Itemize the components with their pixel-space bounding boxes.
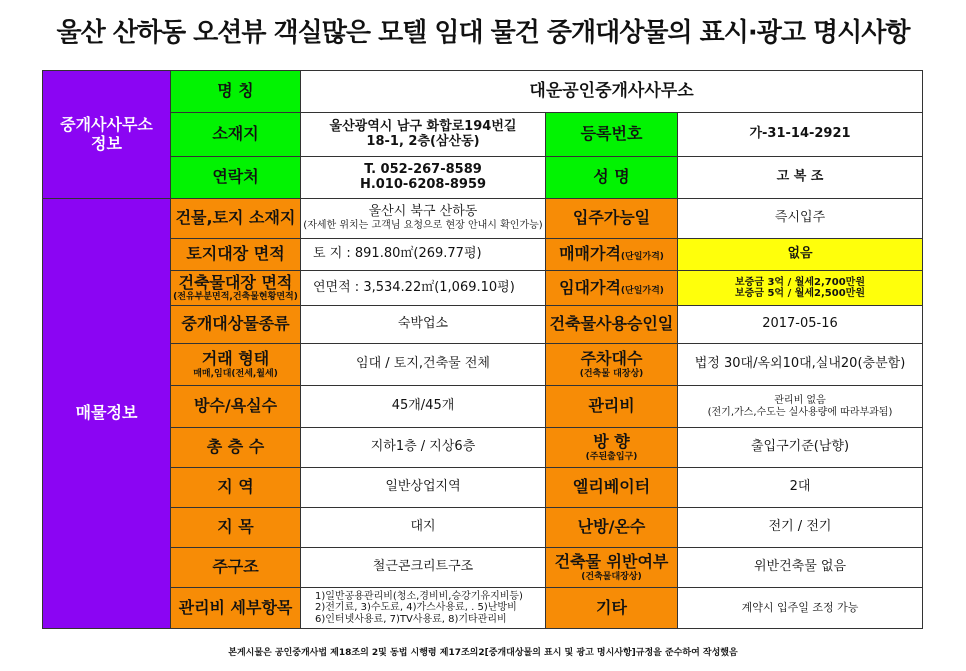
location-label: 건물,토지 소재지 bbox=[171, 199, 301, 239]
office-name-value: 대운공인중개사사무소 bbox=[301, 71, 923, 113]
rent-price-value: 보증금 3억 / 월세2,700만원 보증금 5억 / 월세2,500만원 bbox=[678, 271, 923, 306]
deal-type-label: 거래 형태 매매,임대(전세,월세) bbox=[171, 344, 301, 386]
land-use-value: 대지 bbox=[301, 508, 546, 548]
mgmt-items-label: 관리비 세부항목 bbox=[171, 588, 301, 629]
office-address-label: 소재지 bbox=[171, 113, 301, 157]
structure-value: 철근콘크리트구조 bbox=[301, 548, 546, 588]
land-area-value: 토 지 : 891.80㎡(269.77평) bbox=[301, 239, 546, 271]
contact-label: 연락처 bbox=[171, 157, 301, 199]
etc-label: 기타 bbox=[546, 588, 678, 629]
footer-notice: 본게시물은 공인중개사법 제18조의 2및 동법 시행령 제17조의2[중개대상물의 표시 및 광고 명시사항]규정을 준수하여 작성했음 bbox=[228, 648, 738, 658]
etc-value: 계약시 입주일 조정 가능 bbox=[678, 588, 923, 629]
movein-label: 입주가능일 bbox=[546, 199, 678, 239]
representative-value: 고 복 조 bbox=[678, 157, 923, 199]
direction-label: 방 향 (주된출입구) bbox=[546, 428, 678, 468]
heating-value: 전기 / 전기 bbox=[678, 508, 923, 548]
heating-label: 난방/온수 bbox=[546, 508, 678, 548]
land-area-label: 토지대장 면적 bbox=[171, 239, 301, 271]
rooms-label: 방수/욕실수 bbox=[171, 386, 301, 428]
parking-label: 주차대수 (건축물 대장상) bbox=[546, 344, 678, 386]
deal-type-value: 임대 / 토지,건축물 전체 bbox=[301, 344, 546, 386]
zone-value: 일반상업지역 bbox=[301, 468, 546, 508]
mgmt-fee-value: 관리비 없음 (전기,가스,수도는 실사용량에 따라부과됨) bbox=[678, 386, 923, 428]
property-section-label: 매물정보 bbox=[43, 199, 171, 629]
mgmt-items-value: 1)일반공용관리비(청소,경비비,승강기유지비등) 2)전기료, 3)수도료, 4)가스사용료, . 5)난방비 6)인터넷사용료, 7)TV사용료, 8)기타관리비 bbox=[301, 588, 546, 629]
sale-price-label: 매매가격(단일가격) bbox=[546, 239, 678, 271]
elevator-label: 엘리베이터 bbox=[546, 468, 678, 508]
office-name-label: 명 칭 bbox=[171, 71, 301, 113]
page-title: 울산 산하동 오션뷰 객실많은 모텔 임대 물건 중개대상물의 표시·광고 명시사항 bbox=[56, 18, 910, 48]
location-value: 울산시 북구 산하동 (자세한 위치는 고객님 요청으로 현장 안내시 확인가능) bbox=[301, 199, 546, 239]
direction-value: 출입구기준(남향) bbox=[678, 428, 923, 468]
contact-tel: T. 052-267-8589 bbox=[364, 161, 482, 177]
elevator-value: 2대 bbox=[678, 468, 923, 508]
approval-date-value: 2017-05-16 bbox=[678, 306, 923, 344]
contact-mobile: H.010-6208-8959 bbox=[359, 176, 487, 192]
rooms-value: 45개/45개 bbox=[301, 386, 546, 428]
office-section-label: 중개사사무소 정보 bbox=[43, 71, 171, 199]
parking-value: 법정 30대/옥외10대,실내20(충분함) bbox=[678, 344, 923, 386]
registration-value: 가-31-14-2921 bbox=[678, 113, 923, 157]
office-address-value: 울산광역시 남구 화합로194번길 18-1, 2층(삼산동) bbox=[301, 113, 546, 157]
mgmt-fee-label: 관리비 bbox=[546, 386, 678, 428]
approval-date-label: 건축물사용승인일 bbox=[546, 306, 678, 344]
violation-label: 건축물 위반여부 (건축물대장상) bbox=[546, 548, 678, 588]
movein-value: 즉시입주 bbox=[678, 199, 923, 239]
floors-value: 지하1층 / 지상6층 bbox=[301, 428, 546, 468]
violation-value: 위반건축물 없음 bbox=[678, 548, 923, 588]
contact-value bbox=[301, 157, 546, 199]
sale-price-value: 없음 bbox=[678, 239, 923, 271]
registration-label: 등록번호 bbox=[546, 113, 678, 157]
floors-label: 총 층 수 bbox=[171, 428, 301, 468]
building-area-label: 건축물대장 면적 (전유부분면적,건축물현황면적) bbox=[171, 271, 301, 306]
land-use-label: 지 목 bbox=[171, 508, 301, 548]
listing-table bbox=[42, 70, 923, 629]
building-area-value: 연면적 : 3,534.22㎡(1,069.10평) bbox=[301, 271, 546, 306]
rent-price-label: 임대가격(단일가격) bbox=[546, 271, 678, 306]
zone-label: 지 역 bbox=[171, 468, 301, 508]
property-type-value: 숙박업소 bbox=[301, 306, 546, 344]
structure-label: 주구조 bbox=[171, 548, 301, 588]
property-type-label: 중개대상물종류 bbox=[171, 306, 301, 344]
representative-label: 성 명 bbox=[546, 157, 678, 199]
